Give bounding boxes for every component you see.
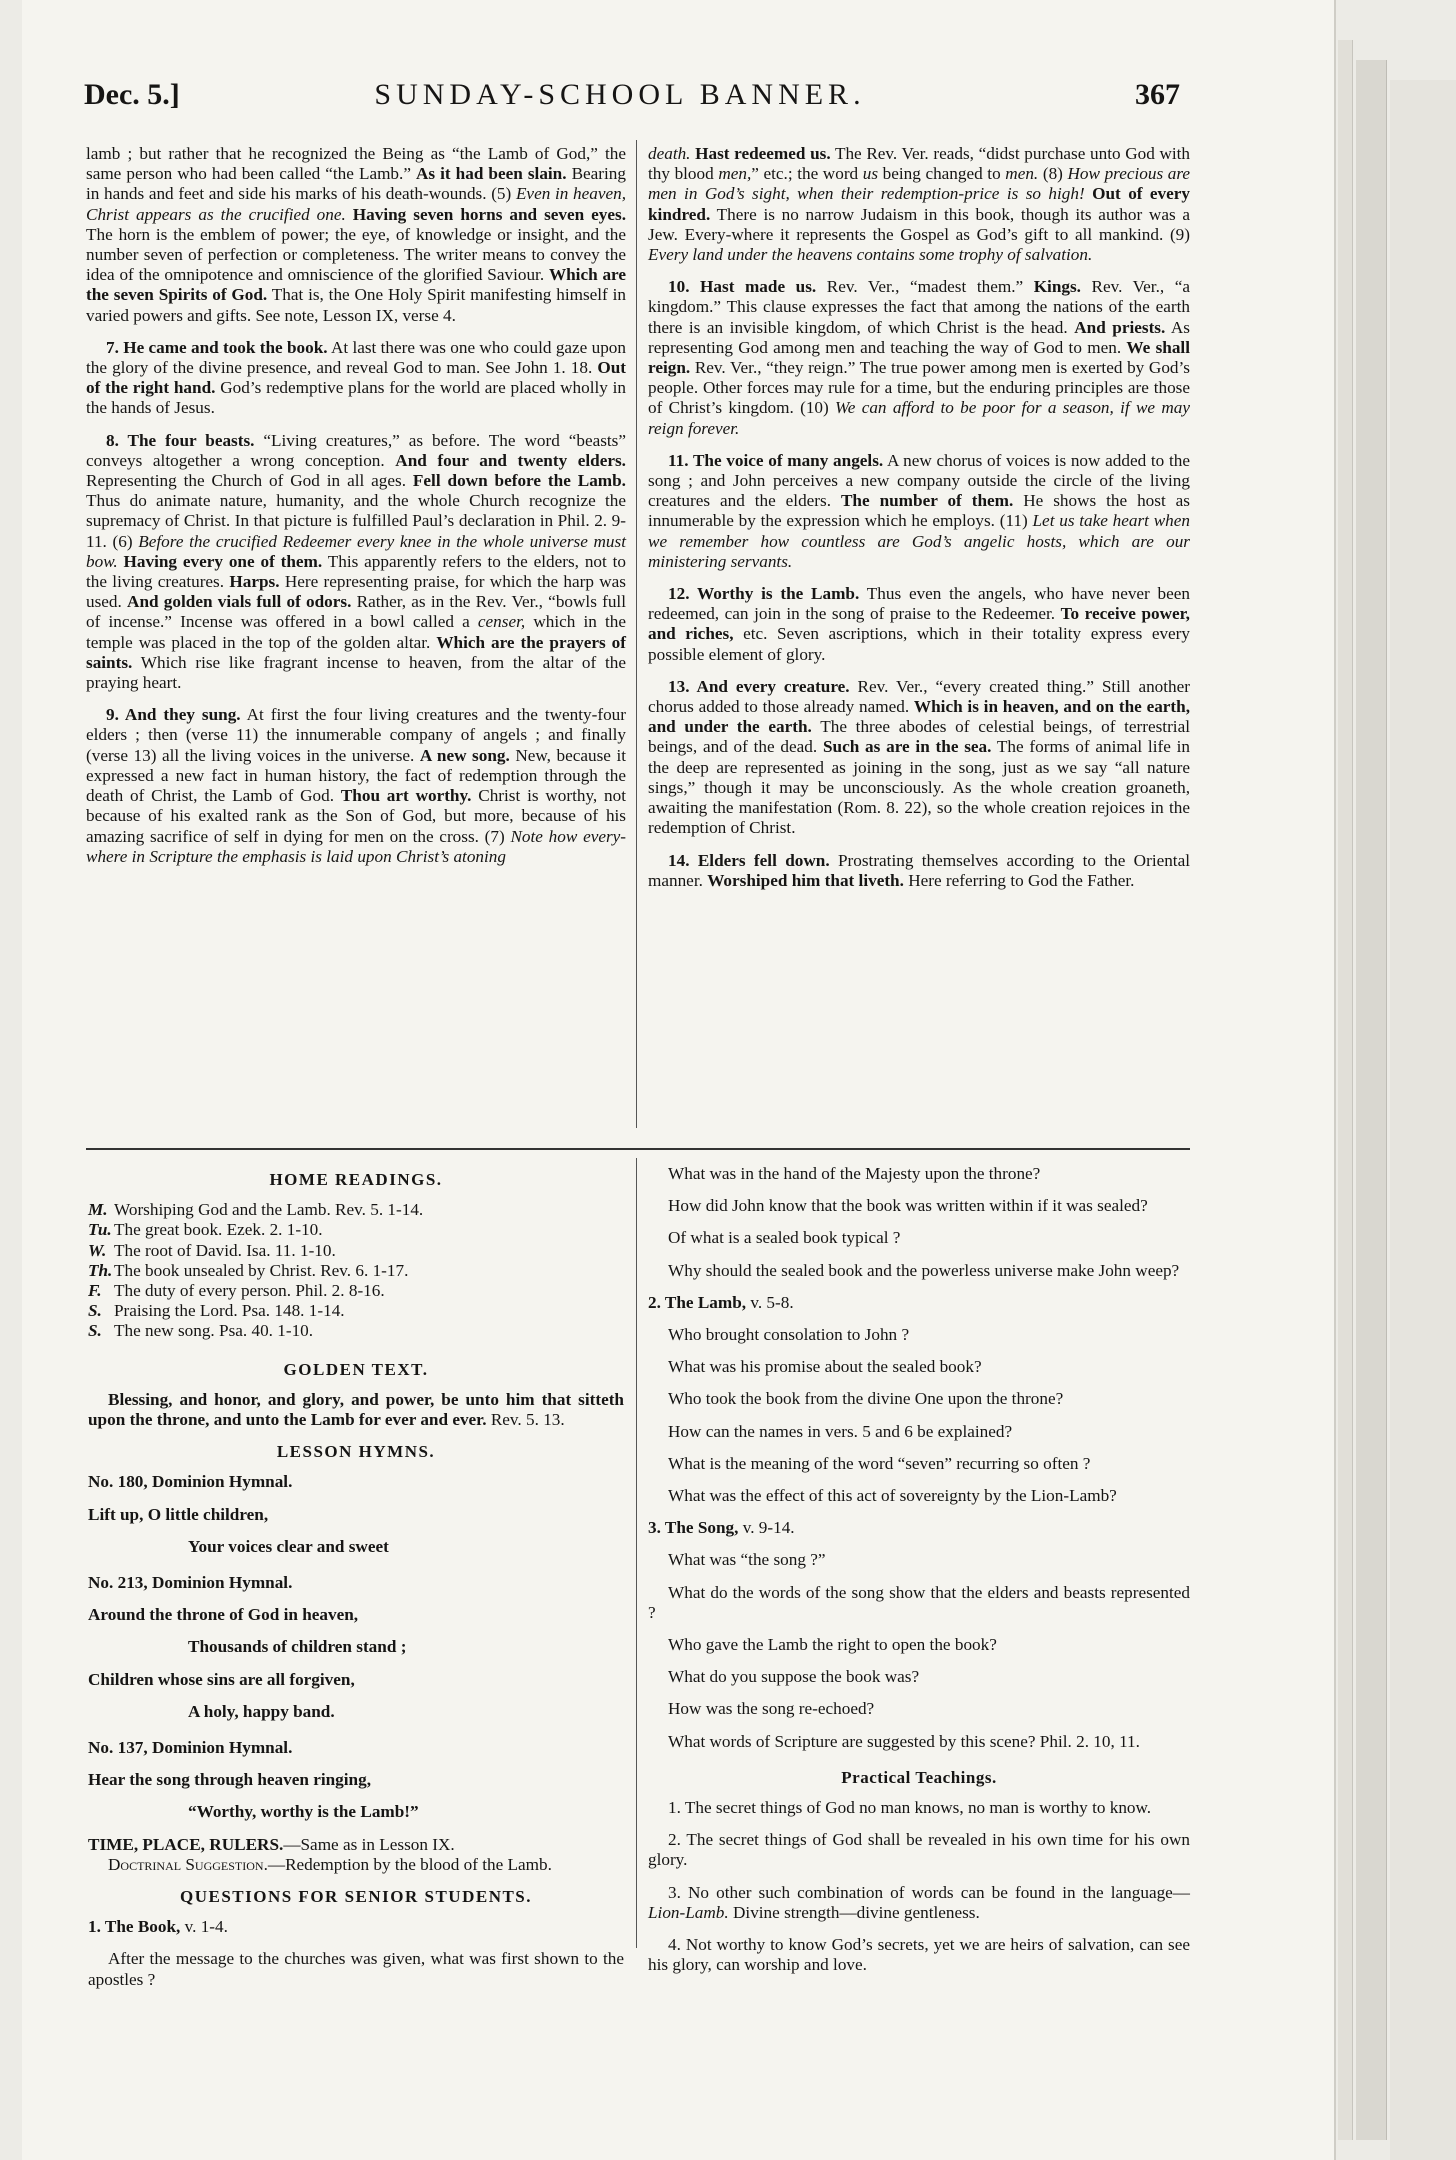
question: After the message to the churches was given, what was first shown to the apostles ? [88, 1949, 624, 1989]
question: Of what is a sealed book typical ? [668, 1228, 901, 1248]
question: Who brought consolation to John ? [668, 1325, 910, 1345]
questions-heading: QUESTIONS FOR SENIOR STUDENTS. [179, 1887, 533, 1907]
question: Who took the book from the divine One upon the throne? [668, 1389, 1064, 1409]
question: What words of Scripture are suggested by this scene? Phil. 2. 10, 11. [668, 1731, 1140, 1751]
reading-item: Tu. The great book. Ezek. 2. 1-10. [88, 1220, 323, 1240]
note-verse-9: 9. And they sung. At first the four living creatures and the twenty-four elders ; then (verse 11) the innumerable company of angels ; and finally (verse 13) all the living voices in the universe. A new song. New, because it expressed a new fact in human history, the fact of redemption through the death of Christ, the Lamb of God. Thou art worthy. Christ is worthy, not because of his exalted rank as the Son of God, but more, because of his amazing sacrifice of self in dying for men on the cross. (7) Note how every-where in Scripture the emphasis is laid upon Christ’s atoning [86, 705, 627, 866]
note-verse-12: 12. Worthy is the Lamb. Thus even the angels, who have never been redeemed, can join in the song of praise to the Redeemer. To receive power, and riches, etc. Seven ascriptions, which in their totality express every possible element of glory. [648, 584, 1191, 664]
section-divider [86, 1148, 1190, 1150]
note-verse-8: 8. The four beasts. “Living creatures,” as before. The word “beasts” conveys altogether a wrong conception. And four and twenty elders. Representing the Church of God in all ages. Fell down before the Lamb. Thus do animate nature, humanity, and the whole Church recognize the supremacy of Christ. In that picture is fulfilled Paul’s declaration in Phil. 2. 9-11. (6) Before the crucified Redeemer every knee in the whole universe must bow. Having every one of them. This apparently refers to the elders, not to the living creatures. Harps. Here representing praise, for which the harp was used. And golden vials full of odors. Rather, as in the Rev. Ver., “bowls full of incense.” Incense was offered in a bowl called a censer, which in the temple was placed in the top of the golden altar. Which are the prayers of saints. Which rise like fragrant incense to heaven, from the altar of the praying heart. [86, 430, 627, 693]
question-section-heading: 2. The Lamb, v. 5-8. [648, 1292, 794, 1312]
hymn-line: Thousands of children stand ; [188, 1637, 407, 1657]
lesson-helps-right [648, 1164, 1190, 1987]
running-header [60, 78, 1180, 122]
question-section-heading: 3. The Song, v. 9-14. [648, 1518, 795, 1538]
page-number: 367 [1135, 78, 1180, 111]
note-verse-13: 13. And every creature. Rev. Ver., “every created thing.” Still another chorus added to those already named. Which is in heaven, and on the earth, and under the earth. The three abodes of celestial beings, of terrestrial beings, and of the dead. Such as are in the sea. The forms of animal life in the deep are represented as joining in the song, just as we say “all nature sings,” though it may be unconsciously. As the whole creation groaneth, awaiting the manifestation (Rom. 8. 22), so the whole creation rejoices in the redemption of Christ. [648, 676, 1190, 838]
note-paragraph: lamb ; but rather that he recognized the Being as “the Lamb of God,” the same person who had been called “the Lamb.” As it had been slain. Bearing in hands and feet and side his marks of his death-wounds. (5) Even in heaven, Christ appears as the crucified one. Having seven horns and seven eyes. The horn is the emblem of power; the eye, of knowledge or insight, and the number seven of perfection or completeness. The writer means to convey the idea of the omnipotence and omniscience of the glorified Saviour. Which are the seven Spirits of God. That is, the One Holy Spirit manifesting himself in varied powers and gifts. See note, Lesson IX, verse 4. [86, 144, 627, 325]
question: How was the song re-echoed? [668, 1699, 875, 1719]
hymn-line: A holy, happy band. [188, 1701, 335, 1721]
question: What was in the hand of the Majesty upon the throne? [668, 1164, 1041, 1183]
question: Who gave the Lamb the right to open the book? [668, 1635, 997, 1655]
page-edge [1356, 60, 1387, 2140]
question: What was his promise about the sealed book? [668, 1357, 982, 1377]
hymn-number: No. 213, Dominion Hymnal. [88, 1573, 293, 1593]
note-paragraph: death. Hast redeemed us. The Rev. Ver. reads, “didst purchase unto God with thy blood men,” etc.; the word us being changed to men. (8) How precious are men in God’s sight, when their redemption-price is so high! Out of every kindred. There is no narrow Judaism in this book, though its author was a Jew. Every-where it represents the Gospel as God’s gift to all mankind. (9) Every land under the heavens contains some trophy of salvation. [648, 144, 1191, 265]
teaching: 1. The secret things of God no man knows, no man is worthy to know. [668, 1798, 1152, 1818]
hymn-line: Your voices clear and sweet [188, 1536, 389, 1556]
hymn-line: Lift up, O little children, [88, 1504, 269, 1524]
lesson-helps-left [88, 1164, 624, 2002]
hymn-line: Children whose sins are all forgiven, [88, 1669, 355, 1689]
notes-column-left [86, 144, 626, 879]
question: What is the meaning of the word “seven” recurring so often ? [668, 1453, 1091, 1473]
reading-item: F. The duty of every person. Phil. 2. 8-16. [88, 1281, 385, 1301]
question: Why should the sealed book and the powerless universe make John weep? [668, 1260, 1180, 1280]
reading-item: Th.The book unsealed by Christ. Rev. 6. 1-17. [88, 1260, 409, 1280]
notes-column-right [648, 144, 1190, 903]
hymn-line: Around the throne of God in heaven, [88, 1605, 359, 1625]
column-divider [636, 140, 637, 1128]
reading-item: W. The root of David. Isa. 11. 1-10. [88, 1240, 336, 1260]
header-date: Dec. 5.] [84, 78, 180, 111]
hymn-number: No. 137, Dominion Hymnal. [88, 1738, 293, 1758]
teaching: 2. The secret things of God shall be revealed in his own time for his own glory. [648, 1830, 1190, 1870]
teaching: 3. No other such combination of words can be found in the language—Lion-Lamb. Divine strength—divine gentleness. [648, 1882, 1190, 1922]
page-edge [1390, 80, 1456, 2160]
doctrinal-suggestion: Doctrinal Suggestion.—Redemption by the blood of the Lamb. [108, 1854, 552, 1874]
golden-text-heading: GOLDEN TEXT. [283, 1359, 429, 1379]
question: What was the effect of this act of sovereignty by the Lion-Lamb? [668, 1486, 1117, 1506]
note-verse-7: 7. He came and took the book. At last there was one who could gaze upon the glory of the divine presence, and reveal God to man. See John 1. 18. Out of the right hand. God’s redemptive plans for the world are placed wholly in the hands of Jesus. [86, 337, 627, 418]
hymn-line: Hear the song through heaven ringing, [88, 1770, 371, 1790]
home-readings-heading: HOME READINGS. [269, 1170, 443, 1189]
page-edge [1338, 40, 1353, 2140]
practical-teachings-heading: Practical Teachings. [841, 1767, 997, 1787]
question: How can the names in vers. 5 and 6 be explained? [668, 1421, 1013, 1441]
home-readings-list [88, 1200, 624, 1341]
hymn-line: “Worthy, worthy is the Lamb!” [188, 1802, 419, 1822]
time-place-rulers: TIME, PLACE, RULERS.—Same as in Lesson IX. [88, 1834, 455, 1854]
reading-item: S. Praising the Lord. Psa. 148. 1-14. [88, 1301, 345, 1321]
reading-item: M. Worshiping God and the Lamb. Rev. 5. 1-14. [88, 1200, 424, 1220]
question: What do the words of the song show that the elders and beasts represented ? [648, 1582, 1190, 1622]
question: What was “the song ?” [668, 1550, 826, 1570]
golden-text: Blessing, and honor, and glory, and power, be unto him that sitteth upon the throne, and unto the Lamb for ever and ever. Rev. 5. 13. [88, 1389, 624, 1430]
question-section-heading: 1. The Book, v. 1-4. [88, 1917, 228, 1937]
teaching: 4. Not worthy to know God’s secrets, yet we are heirs of salvation, can see his glory, can worship and love. [648, 1935, 1190, 1975]
question: What do you suppose the book was? [668, 1667, 920, 1687]
hymn-number: No. 180, Dominion Hymnal. [88, 1472, 293, 1492]
column-divider [636, 1158, 637, 1948]
note-verse-14: 14. Elders fell down. Prostrating themselves according to the Oriental manner. Worshiped him that liveth. Here referring to God the Father. [648, 850, 1190, 890]
note-verse-10: 10. Hast made us. Rev. Ver., “madest them.” Kings. Rev. Ver., “a kingdom.” This clause expresses the fact that among the nations of the earth there is an invisible kingdom, of which Christ is the head. And priests. As representing God among men and teaching the way of God to men. We shall reign. Rev. Ver., “they reign.” The true power among men is exerted by God’s people. Other forces may rule for a time, but the enduring principles are those of Christ’s kingdom. (10) We can afford to be poor for a season, if we may reign forever. [648, 277, 1190, 438]
reading-item: S. The new song. Psa. 40. 1-10. [88, 1321, 314, 1341]
header-title: SUNDAY-SCHOOL BANNER. [374, 78, 866, 111]
lesson-hymns-heading: LESSON HYMNS. [276, 1442, 436, 1462]
note-verse-11: 11. The voice of many angels. A new chorus of voices is now added to the song ; and John perceives a new company outside the circle of the living creatures and the elders. The number of them. He shows the host as innumerable by the expression which he employs. (11) Let us take heart when we remember how countless are God’s angelic hosts, which are our ministering servants. [648, 450, 1190, 571]
question: How did John know that the book was written within if it was sealed? [668, 1196, 1148, 1216]
